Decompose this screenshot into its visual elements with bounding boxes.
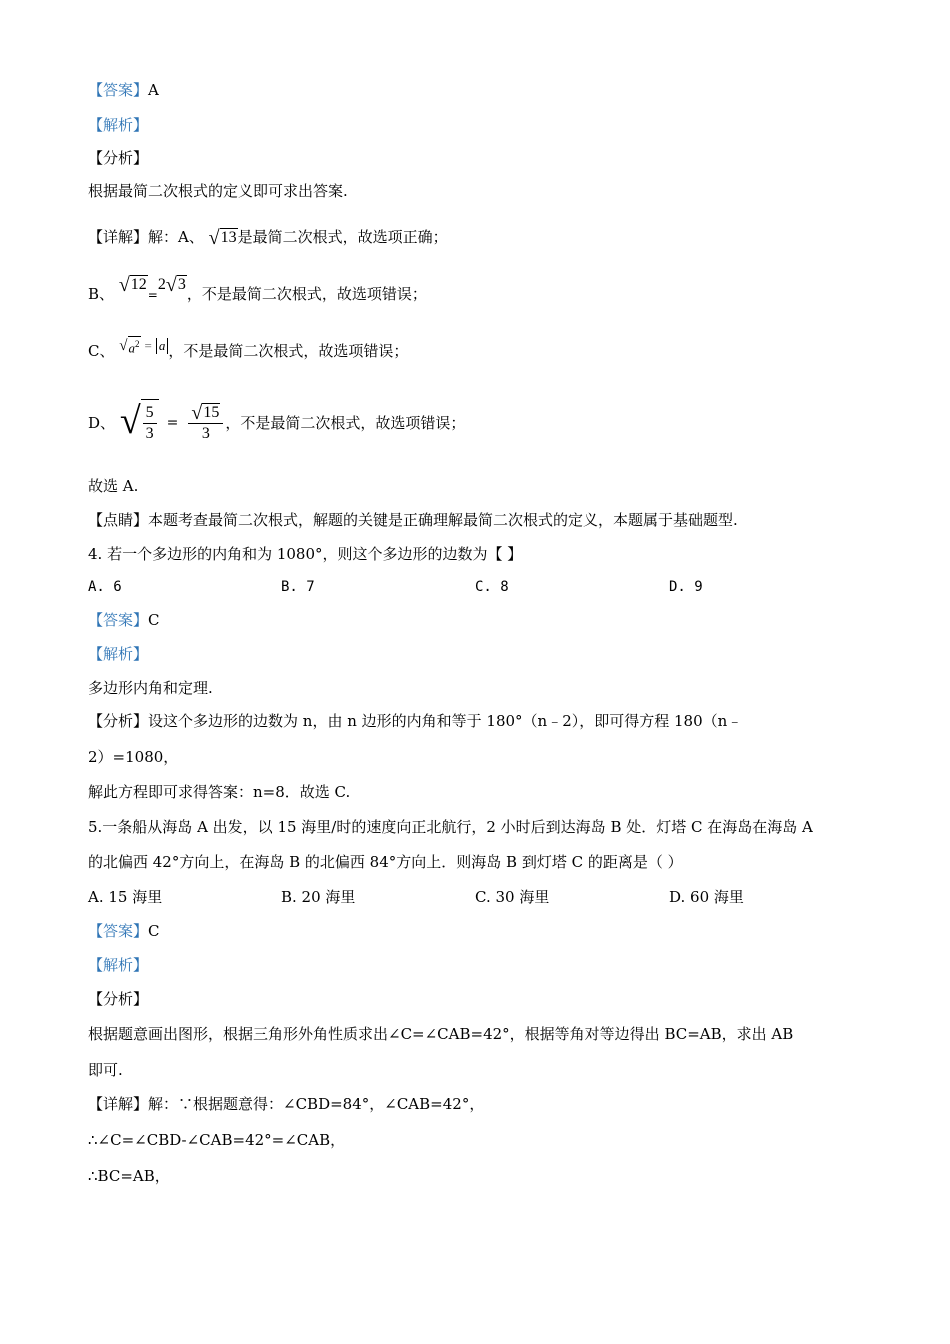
q4-option-b: B. 7 xyxy=(281,579,315,595)
q5-detail-text1: 解：∵根据题意得：∠CBD=84°，∠CAB=42°， xyxy=(148,1095,485,1113)
q3-detail-a-line xyxy=(88,227,448,248)
sqrt-12: √ 12 xyxy=(118,274,147,296)
c-suffix: ，不是最简二次根式，故选项错误； xyxy=(168,342,409,360)
sqrt-3-radicand: 3 xyxy=(177,276,186,293)
fenxi-tag: 【分析】 xyxy=(88,990,149,1008)
q4-fenxi-line1 xyxy=(88,711,742,731)
detail-a-suffix: 是最简二次根式，故选项正确； xyxy=(237,228,448,246)
q3-fenxi-text: 根据最简二次根式的定义即可求出答案. xyxy=(88,182,348,200)
q5-option-c: C. 30 海里 xyxy=(475,888,550,906)
sqrt-3: √ 3 xyxy=(165,274,186,296)
q5-answer-line xyxy=(88,921,160,941)
detail-a-prefix: 解：A、 xyxy=(148,228,204,246)
q3-fenxi-line xyxy=(88,148,148,168)
q4-stem: 4. 若一个多边形的内角和为 1080°，则这个多边形的边数为【 】 xyxy=(88,545,523,563)
q5-analysis-line xyxy=(88,955,148,975)
q4-answer-line xyxy=(88,610,160,630)
q3-answer-value: A xyxy=(148,81,159,99)
q4-answer-value: C xyxy=(148,611,160,629)
q4-option-c: C. 8 xyxy=(475,579,509,595)
q5-option-d: D. 60 海里 xyxy=(669,888,744,906)
comment-text: 本题考查最简二次根式，解题的关键是正确理解最简二次根式的定义，本题属于基础题型. xyxy=(148,511,738,529)
q5-fenxi-line1: 根据题意画出图形，根据三角形外角性质求出∠C=∠CAB=42°，根据等角对等边得出 BC=AB，求出 AB xyxy=(88,1025,794,1043)
q3-answer-line xyxy=(88,80,159,100)
d-num: 5 xyxy=(143,403,157,424)
b-eq: = xyxy=(147,288,158,302)
analysis-tag: 【解析】 xyxy=(88,956,149,974)
sqrt-a-squared: √ $a^2$ xyxy=(119,338,140,356)
q5-stem-line1: 5.一条船从海岛 A 出发，以 15 海里/时的速度向正北航行，2 小时后到达海岛 B 处．灯塔 C 在海岛在海岛 A xyxy=(88,818,813,836)
d-den: 3 xyxy=(145,425,154,443)
detail-tag: 【详解】 xyxy=(88,1095,149,1113)
q5-option-b: B. 20 海里 xyxy=(281,888,356,906)
sqrt-12-radicand: 12 xyxy=(130,276,147,293)
sqrt-five-thirds: √ $\frac{5}{3}$ xyxy=(120,399,159,448)
q5-detail-line1 xyxy=(88,1094,484,1114)
q4-option-a: A. 6 xyxy=(88,579,122,595)
q3-detail-b-line xyxy=(88,274,427,305)
d-eq: = xyxy=(166,415,179,431)
c-var: a xyxy=(128,340,135,356)
answer-tag: 【答案】 xyxy=(88,81,149,99)
answer-tag: 【答案】 xyxy=(88,922,149,940)
q4-analysis-line xyxy=(88,644,148,664)
q5-detail-line3: ∴BC=AB， xyxy=(88,1167,170,1185)
sqrt15-over-3: √ 15 3 xyxy=(188,402,223,443)
abs-a: a xyxy=(156,338,169,354)
q3-comment-line xyxy=(88,510,738,530)
c-exp: 2 xyxy=(135,339,140,349)
q5-answer-value: C xyxy=(148,922,160,940)
q5-fenxi-line2: 即可. xyxy=(88,1061,123,1079)
q4-fenxi-line2: 2）=1080， xyxy=(88,748,179,766)
c-eq: = xyxy=(144,338,152,353)
q5-stem-line2: 的北偏西 42°方向上，在海岛 B 的北偏西 84°方向上．则海岛 B 到灯塔 C 的距离是（ ） xyxy=(88,853,683,871)
q4-option-d: D. 9 xyxy=(669,579,703,595)
fenxi-tag: 【分析】 xyxy=(88,149,149,167)
analysis-tag: 【解析】 xyxy=(88,645,149,663)
q3-detail-d-line xyxy=(88,398,465,448)
d-suffix: ，不是最简二次根式，故选项错误； xyxy=(225,414,466,432)
q3-detail-c-line xyxy=(88,338,409,362)
sqrt-13-radicand: 13 xyxy=(220,229,237,246)
c-label: C、 xyxy=(88,342,115,360)
q4-solve: 解此方程即可求得答案：n=8．故选 C. xyxy=(88,783,351,801)
b-coef: 2 xyxy=(157,276,166,293)
q3-choose: 故选 A. xyxy=(88,477,139,495)
fenxi-tag: 【分析】 xyxy=(88,712,149,730)
q5-detail-line2: ∴∠C=∠CBD-∠CAB=42°=∠CAB， xyxy=(88,1131,346,1149)
d-label: D、 xyxy=(88,414,116,432)
b-suffix: ，不是最简二次根式，故选项错误； xyxy=(186,285,427,303)
analysis-tag: 【解析】 xyxy=(88,116,149,134)
b-label: B、 xyxy=(88,285,115,303)
sqrt-13: √ 13 xyxy=(208,227,237,249)
d-den2: 3 xyxy=(201,424,210,442)
comment-tag: 【点睛】 xyxy=(88,511,149,529)
q5-fenxi-tag-line xyxy=(88,989,148,1009)
q5-option-a: A. 15 海里 xyxy=(88,888,163,906)
q3-analysis-line xyxy=(88,115,148,135)
answer-tag: 【答案】 xyxy=(88,611,149,629)
detail-tag: 【详解】 xyxy=(88,228,149,246)
q4-theorem: 多边形内角和定理. xyxy=(88,679,213,697)
d-num2: 15 xyxy=(203,403,220,421)
q4-fenxi-text1: 设这个多边形的边数为 n，由 n 边形的内角和等于 180°（n﹣2），即可得方程 180（n﹣ xyxy=(148,712,743,730)
